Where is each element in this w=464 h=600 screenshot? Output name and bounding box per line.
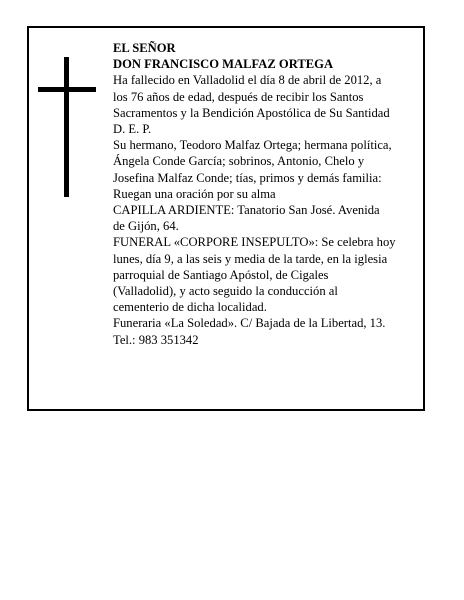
chapel-line: de Gijón, 64.: [113, 219, 179, 234]
family-line: Josefina Malfaz Conde; tías, primos y demás familia:: [113, 170, 382, 185]
rip-line: D. E. P.: [113, 122, 152, 137]
deceased-name: DON FRANCISCO MALFAZ ORTEGA: [113, 57, 334, 72]
cross-horizontal-bar: [38, 87, 96, 92]
funeral-line: lunes, día 9, a las seis y media de la tarde, en la iglesia: [113, 251, 388, 266]
chapel-line: CAPILLA ARDIENTE: Tanatorio San José. Avenida: [113, 203, 380, 218]
funeral-line: FUNERAL «CORPORE INSEPULTO»: Se celebra hoy: [113, 235, 396, 250]
death-announcement-line: Ha fallecido en Valladolid el día 8 de abril de 2012, a: [113, 73, 382, 88]
funeral-line: parroquial de Santiago Apóstol, de Cigales: [113, 267, 329, 282]
deceased-title: EL SEÑOR: [113, 41, 176, 55]
funeral-line: cementerio de dicha localidad.: [113, 300, 267, 315]
cross-icon: [38, 57, 96, 197]
phone-line: Tel.: 983 351342: [113, 332, 199, 347]
cross-vertical-bar: [64, 57, 69, 197]
obituary-text: [113, 40, 415, 348]
funeral-line: (Valladolid), y acto seguido la conducción al: [113, 284, 338, 299]
death-announcement-line: Sacramentos y la Bendición Apostólica de Su Santidad: [113, 105, 390, 120]
funeral-home-line: Funeraria «La Soledad». C/ Bajada de la Libertad, 13.: [113, 316, 386, 331]
family-line: Su hermano, Teodoro Malfaz Ortega; hermana política,: [113, 138, 392, 153]
prayer-request-line: Ruegan una oración por su alma: [113, 186, 276, 201]
family-line: Ángela Conde García; sobrinos, Antonio, Chelo y: [113, 154, 365, 169]
death-announcement-line: los 76 años de edad, después de recibir los Santos: [113, 89, 364, 104]
